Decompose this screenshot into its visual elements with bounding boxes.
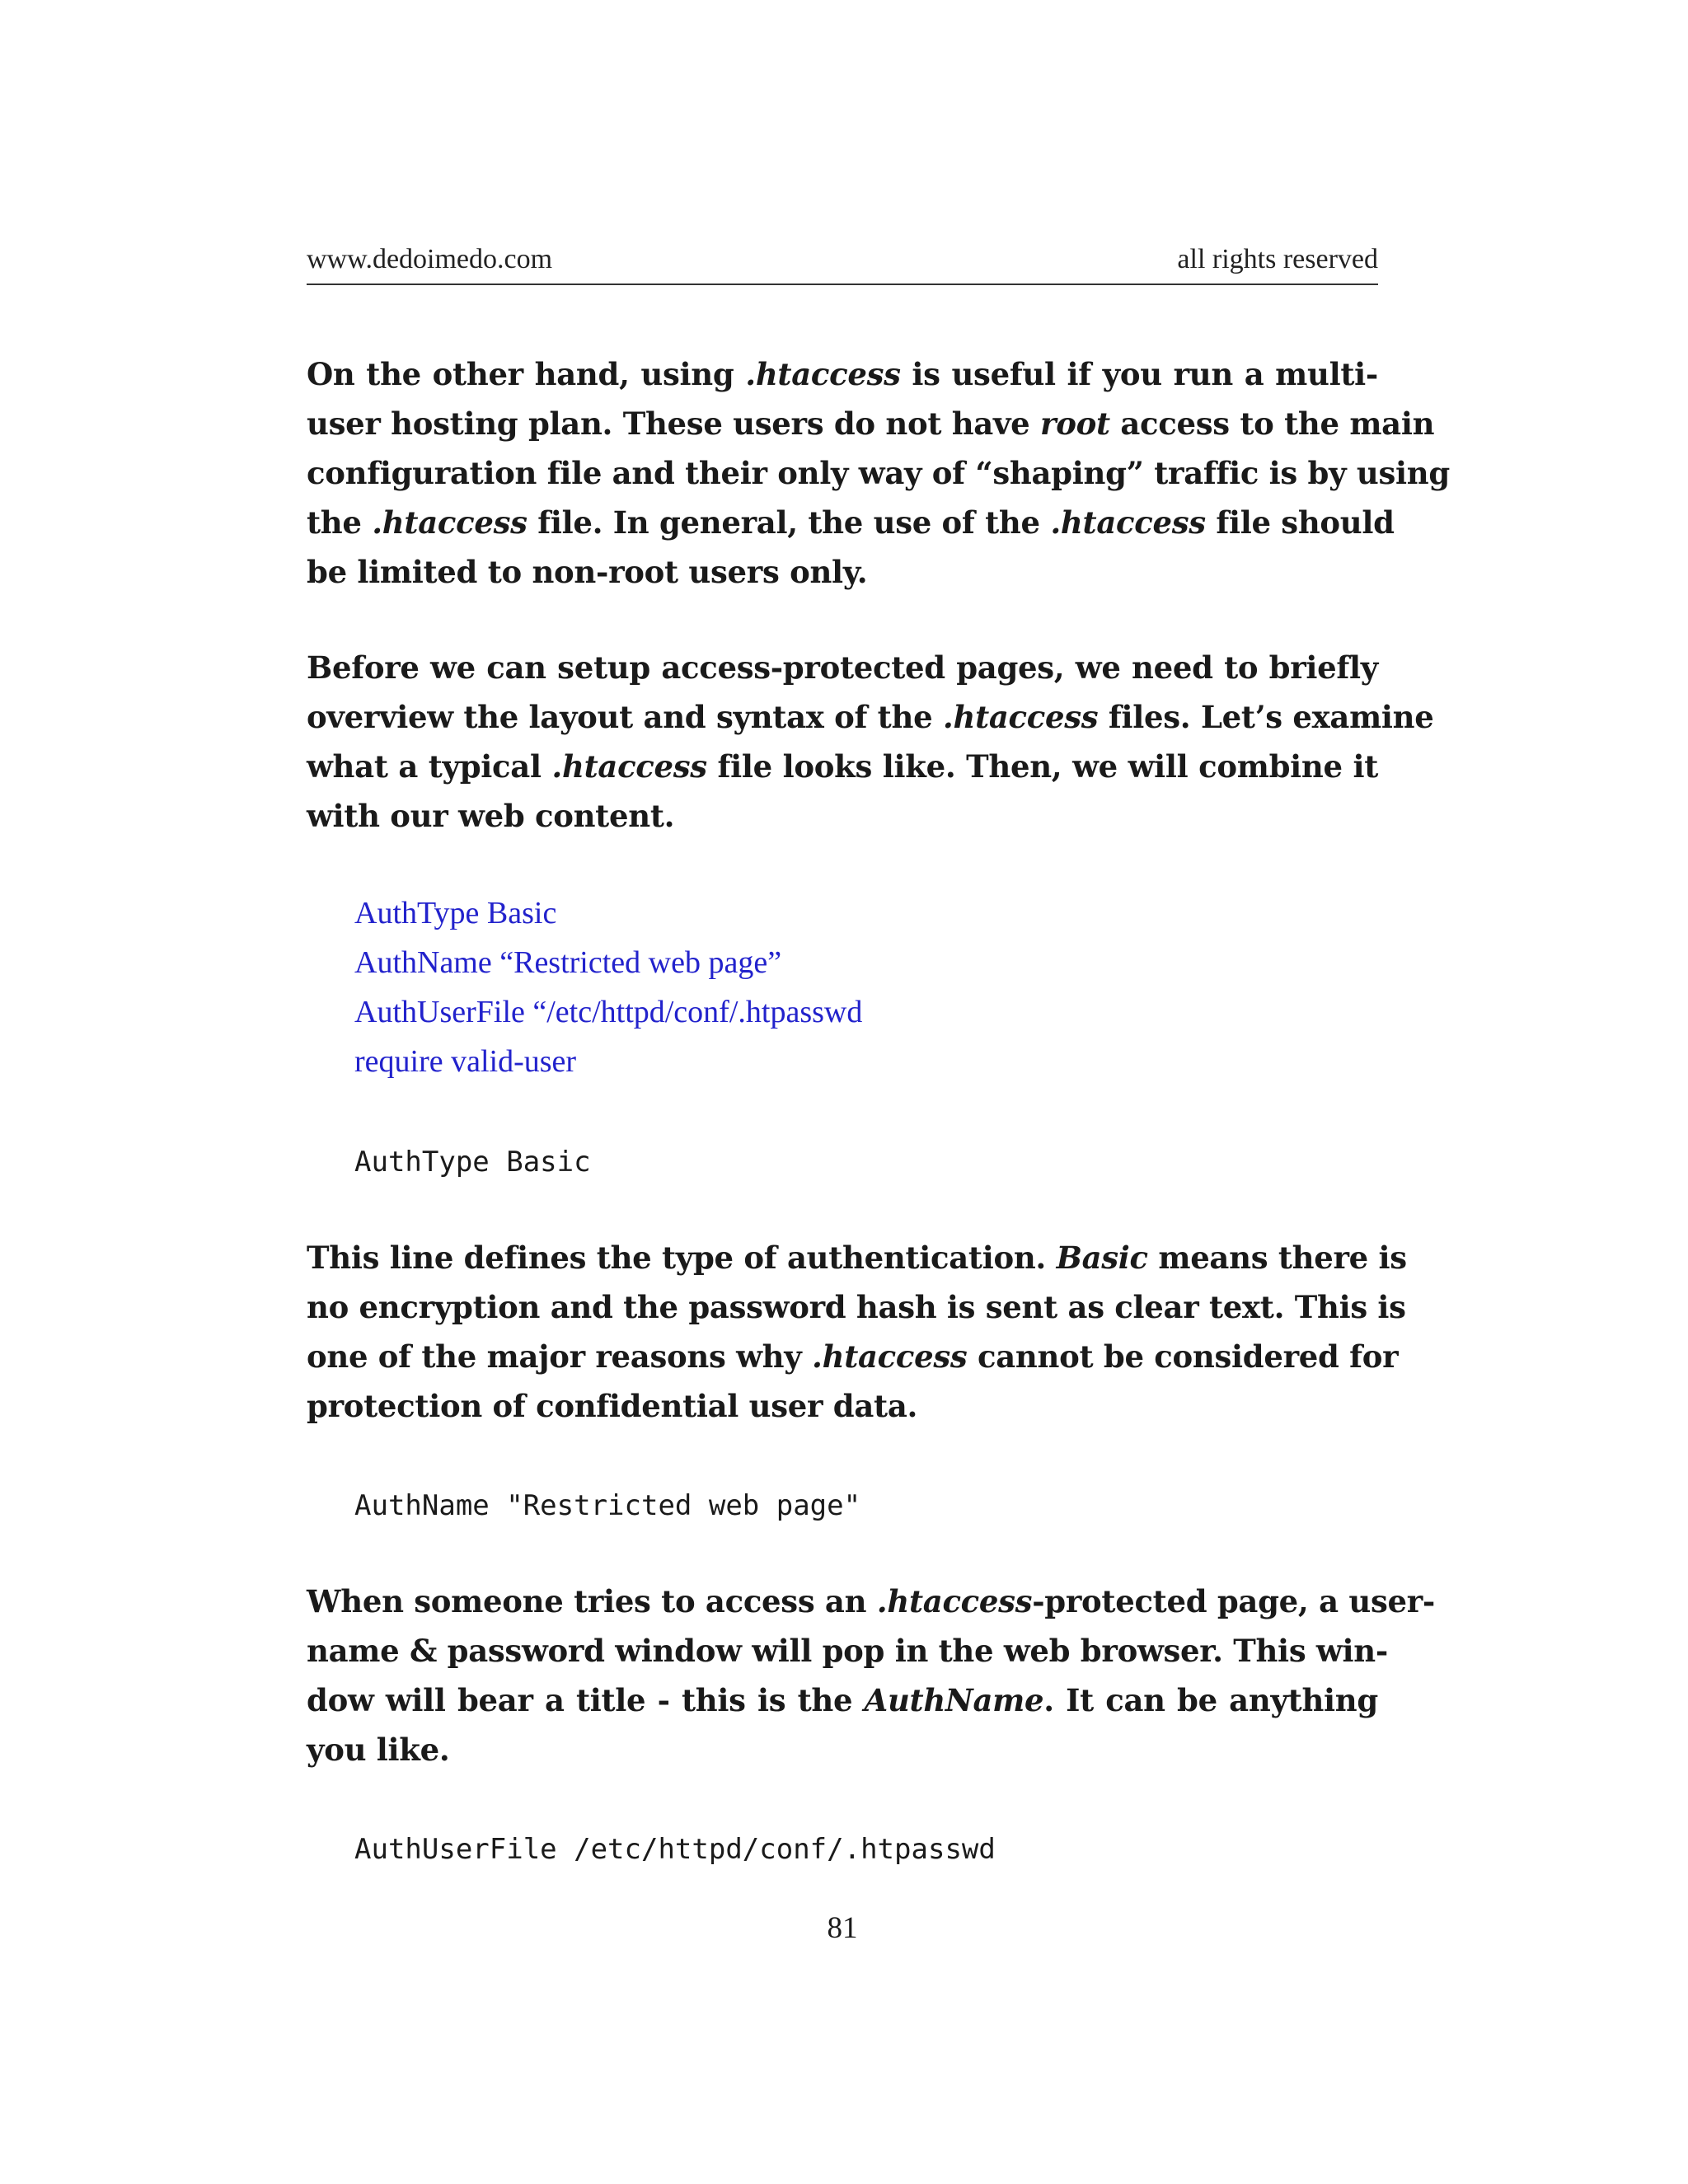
text-line: user hosting plan. These users do not have root access to the main [307, 405, 1435, 442]
text-line: what a typical .htaccess file looks like. Then, we will combine it [307, 748, 1379, 785]
header-rights: all rights reserved [1177, 244, 1378, 274]
code-authname: AuthName "Restricted web page" [354, 1489, 861, 1522]
text-line: name & password window will pop in the web browser. This win- [307, 1633, 1388, 1669]
paragraph-layout-overview [307, 643, 1434, 841]
example-line: AuthName “Restricted web page” [354, 945, 782, 980]
text-line: be limited to non-root users only. [307, 554, 868, 590]
text-line: Before we can setup access-protected pages, we need to briefly [307, 649, 1378, 686]
text-line: with our web content. [307, 798, 675, 834]
htaccess-example-block [354, 888, 862, 1086]
paragraph-authtype [307, 1233, 1407, 1431]
text-line: On the other hand, using .htaccess is useful if you run a multi- [307, 356, 1378, 392]
example-line: AuthType Basic [354, 896, 557, 930]
text-line: no encryption and the password hash is sent as clear text. This is [307, 1289, 1406, 1325]
code-authtype: AuthType Basic [354, 1146, 591, 1179]
header-site: www.dedoimedo.com [307, 244, 553, 274]
text-line: one of the major reasons why .htaccess cannot be considered for [307, 1338, 1399, 1375]
example-line: AuthUserFile “/etc/httpd/conf/.htpasswd [354, 995, 863, 1029]
text-line: This line defines the type of authentication. Basic means there is [307, 1240, 1407, 1276]
text-line: protection of confidential user data. [307, 1388, 918, 1424]
text-line: dow will bear a title - this is the AuthName. It can be anything [307, 1682, 1378, 1718]
document-page [307, 0, 1450, 2184]
paragraph-htaccess-usage [307, 349, 1450, 597]
text-line: configuration file and their only way of “shaping” traffic is by using [307, 455, 1450, 491]
text-line: overview the layout and syntax of the .htaccess files. Let’s examine [307, 699, 1434, 735]
page-header [307, 244, 1378, 285]
page-number: 81 [827, 1911, 858, 1945]
code-authuserfile: AuthUserFile /etc/httpd/conf/.htpasswd [354, 1833, 996, 1866]
text-line: the .htaccess file. In general, the use of the .htaccess file should [307, 504, 1395, 541]
paragraph-authname [307, 1577, 1435, 1774]
text-line: When someone tries to access an .htaccess-protected page, a user- [307, 1583, 1435, 1619]
text-line: you like. [307, 1732, 450, 1768]
example-line: require valid-user [354, 1044, 577, 1079]
